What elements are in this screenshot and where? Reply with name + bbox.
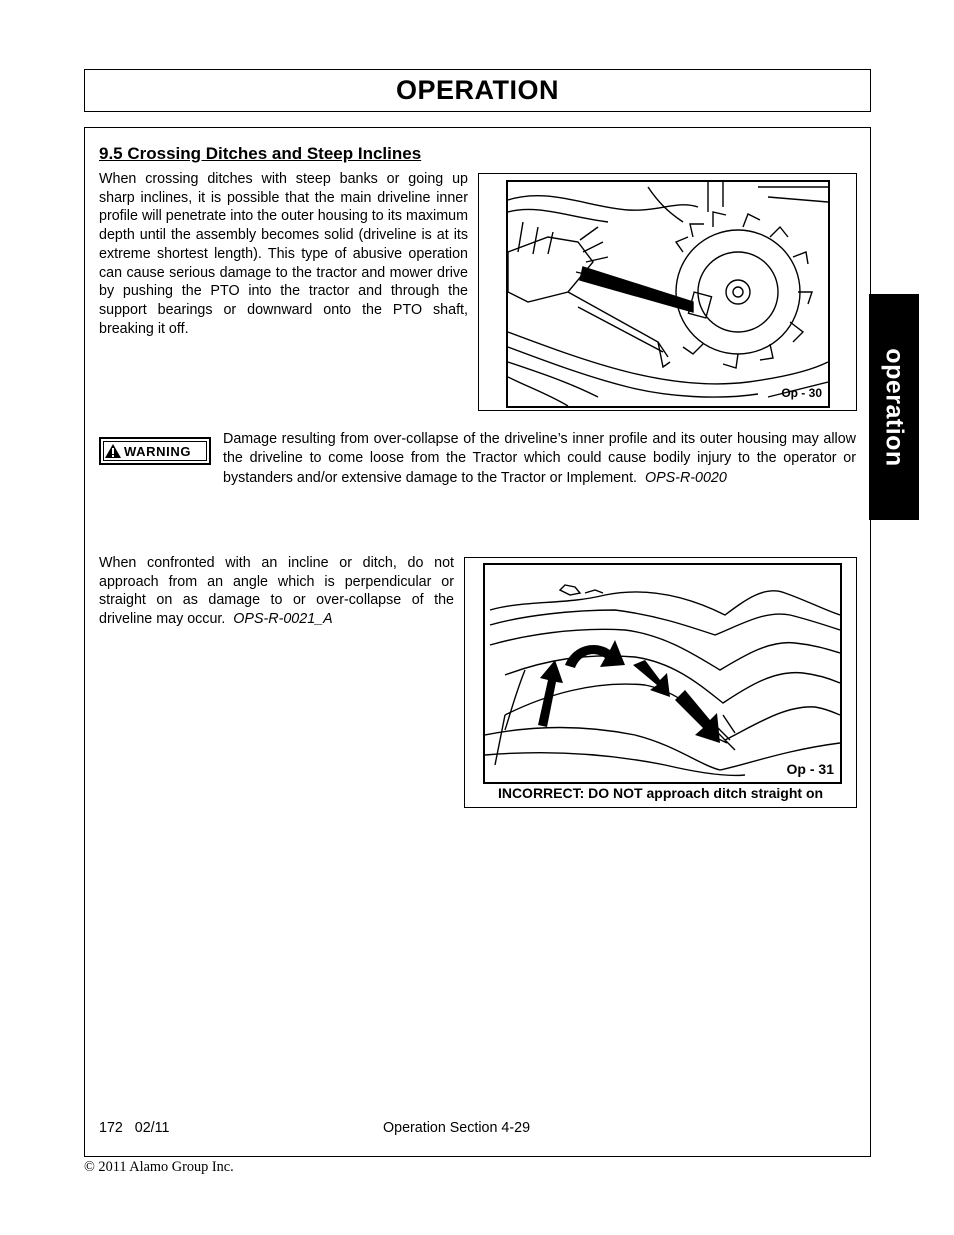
warning-triangle-icon	[104, 443, 122, 459]
warning-badge-text: WARNING	[124, 443, 192, 459]
figure2-caption: INCORRECT: DO NOT approach ditch straight on	[497, 785, 824, 801]
page-date: 02/11	[134, 1120, 170, 1136]
driveline-illustration	[506, 180, 830, 408]
paragraph-driveline: When crossing ditches with steep banks or going up sharp inclines, it is possible that the main driveline inner profile will penetrate into the outer housing to its maximum depth until the assembly becomes solid (driveline is at its extreme shortest length). This type of abusive operation can cause serious damage to the tractor and mower drive by pushing the PTO into the tractor and through the support bearings or downward onto the PTO shaft, breaking it off.	[99, 171, 468, 337]
warning-badge	[99, 437, 211, 465]
ditch-drawing	[485, 565, 840, 782]
page-number: 172	[99, 1120, 123, 1136]
copyright: © 2011 Alamo Group Inc.	[84, 1159, 234, 1175]
ditch-illustration	[483, 563, 842, 784]
figure2-label: Op - 31	[786, 761, 834, 777]
warning-message	[223, 430, 856, 488]
figure1-label: Op - 30	[781, 386, 822, 400]
warning-text: Damage resulting from over-collapse of the driveline’s inner profile and its outer housing may allow the driveline to come loose from the Tractor which could cause bodily injury to the operator or bystanders and/or extensive damage to the Tractor or Implement.	[223, 431, 856, 486]
figure-op-30	[478, 173, 857, 411]
footer-page-date	[99, 1120, 170, 1136]
driveline-drawing	[508, 182, 828, 406]
warning-code: OPS-R-0020	[644, 469, 727, 486]
paragraph-incline	[99, 554, 454, 629]
incline-code: OPS-R-0021_A	[233, 611, 333, 628]
side-tab-label: operation	[880, 347, 909, 467]
page-header	[84, 69, 871, 112]
section-heading: 9.5 Crossing Ditches and Steep Inclines	[99, 144, 422, 163]
figure-op-31	[464, 557, 857, 808]
footer-section-ref: Operation Section 4-29	[383, 1120, 531, 1136]
content-box	[84, 127, 871, 1157]
header-title: OPERATION	[395, 75, 559, 105]
side-tab	[869, 294, 919, 520]
incline-text: When confronted with an incline or ditch, do not approach from an angle which is perpendicular or straight on as damage to or over-collapse of the driveline may occur.	[99, 555, 454, 628]
